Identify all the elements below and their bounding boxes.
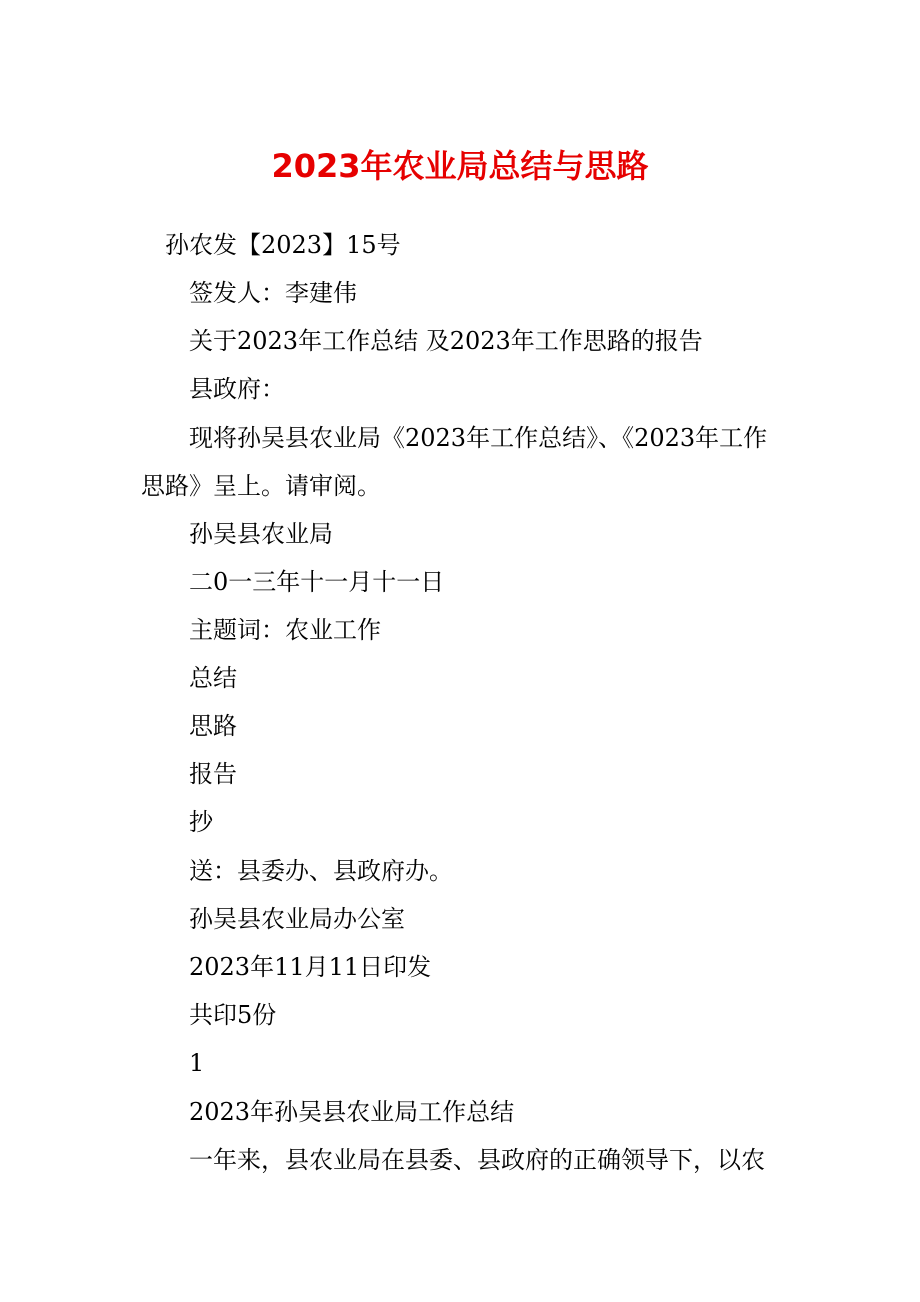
page-number: 1 — [189, 1049, 205, 1077]
print-date-line: 2023年11月11日印发 — [189, 953, 432, 981]
issuer-line: 孙吴县农业局 — [189, 520, 333, 548]
date-line: 二0一三年十一月十一日 — [189, 568, 445, 596]
cc-label: 抄 — [189, 808, 213, 836]
copies-line: 共印5份 — [189, 1001, 277, 1029]
keywords-line: 主题词：农业工作 — [189, 616, 381, 644]
recipient-line: 县政府： — [189, 375, 285, 403]
section-title: 2023年孙吴县农业局工作总结 — [189, 1098, 515, 1126]
document-title: 2023年农业局总结与思路 — [271, 147, 649, 185]
document-number: 孙农发【2023】15号 — [165, 231, 401, 259]
body-paragraph-line-2: 思路》呈上。请审阅。 — [141, 472, 381, 500]
signer-line: 签发人：李建伟 — [189, 279, 357, 307]
body-paragraph-line-1: 现将孙吴县农业局《2023年工作总结》、《2023年工作 — [189, 424, 768, 452]
cc-recipients: 送：县委办、县政府办。 — [189, 857, 453, 885]
keyword-thoughts: 思路 — [189, 712, 237, 740]
office-line: 孙吴县农业局办公室 — [189, 905, 405, 933]
keyword-report: 报告 — [189, 760, 237, 788]
keyword-summary: 总结 — [189, 664, 237, 692]
subject-line: 关于2023年工作总结 及2023年工作思路的报告 — [189, 327, 703, 355]
section-intro-line: 一年来，县农业局在县委、县政府的正确领导下，以农 — [189, 1146, 765, 1174]
